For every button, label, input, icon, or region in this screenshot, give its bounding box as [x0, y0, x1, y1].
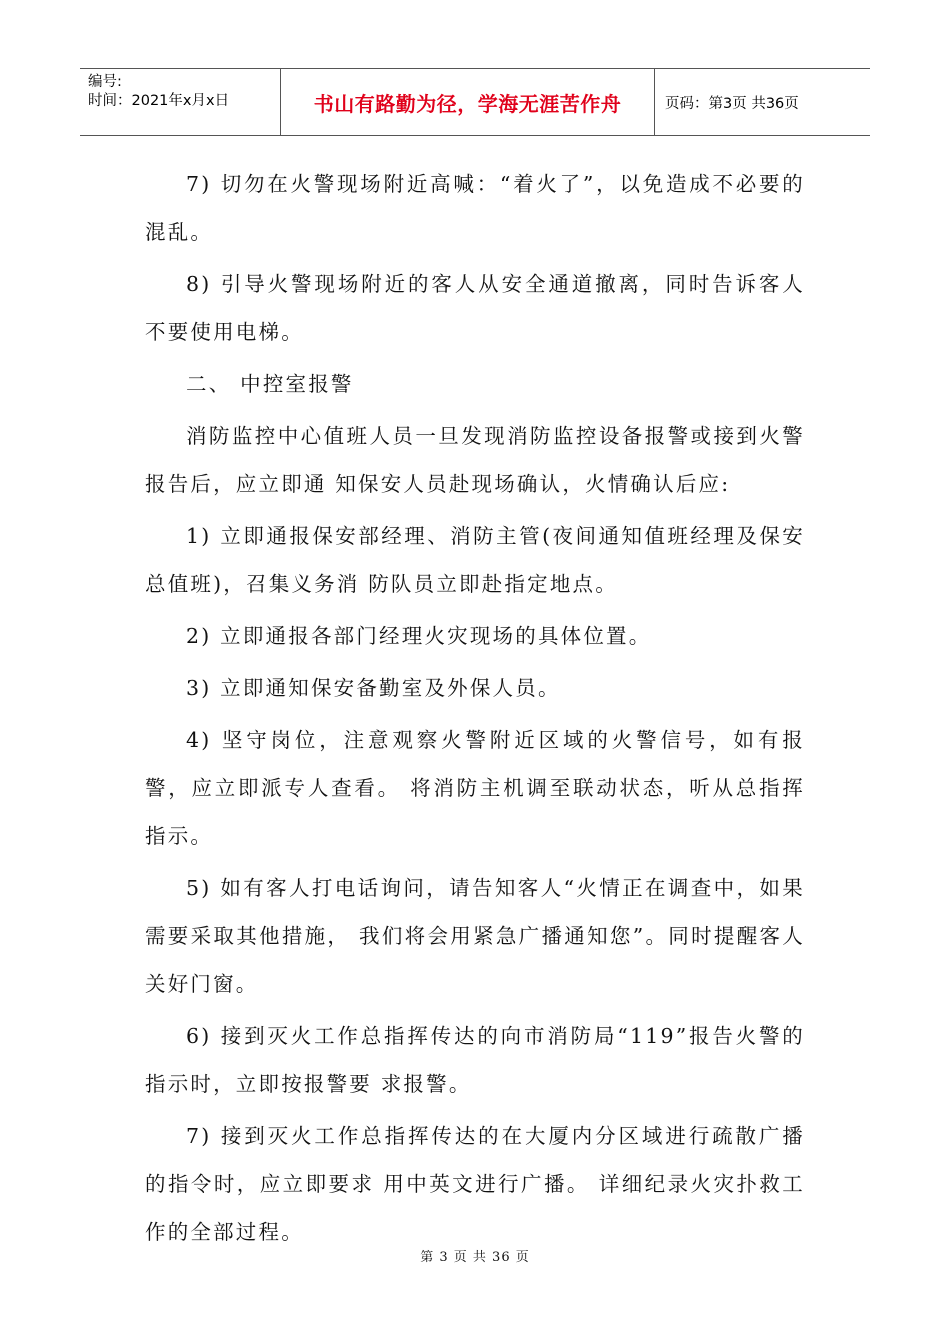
paragraph: 消防监控中心值班人员一旦发现消防监控设备报警或接到火警报告后，应立即通 知保安人员赴现场确认，火情确认后应:: [145, 424, 805, 496]
paragraph: 3) 立即通知保安备勤室及外保人员。: [186, 676, 561, 700]
paragraph: 6) 接到灭火工作总指挥传达的向市消防局“119”报告火警的指示时，立即按报警要 求报警。: [145, 1024, 805, 1096]
paragraph: 2) 立即通报各部门经理火灾现场的具体位置。: [186, 624, 652, 648]
paragraph: 1) 立即通报保安部经理、消防主管(夜间通知值班经理及保安总值班)，召集义务消 防队员立即赴指定地点。: [145, 524, 805, 596]
paragraph: 7) 接到灭火工作总指挥传达的在大厦内分区域进行疏散广播的指令时，应立即要求 用中英文进行广播。 详细纪录火灾扑救工作的全部过程。: [145, 1124, 805, 1244]
document-body: [145, 160, 805, 1260]
header-motto: 书山有路勤为径，学海无涯苦作舟: [281, 69, 655, 135]
paragraph: 8) 引导火警现场附近的客人从安全通道撤离，同时告诉客人不要使用电梯。: [145, 272, 805, 344]
document-date: 时间：2021年x月x日: [88, 93, 230, 109]
paragraph: 4) 坚守岗位，注意观察火警附近区域的火警信号，如有报警，应立即派专人查看。 将消防主机调至联动状态，听从总指挥指示。: [145, 728, 805, 848]
page-footer: 第 3 页 共 36 页: [420, 1250, 530, 1265]
paragraph: 5) 如有客人打电话询问，请告知客人“火情正在调查中，如果需要采取其他措施， 我们将会用紧急广播通知您”。同时提醒客人关好门窗。: [145, 876, 805, 996]
document-number-label: 编号:: [88, 74, 122, 90]
header-page-info: 页码：第3页 共36页: [665, 95, 799, 112]
page-header: [80, 68, 870, 136]
paragraph: 7) 切勿在火警现场附近高喊：“着火了”，以免造成不必要的混乱。: [145, 172, 805, 244]
header-meta: [80, 69, 281, 135]
section-heading: 二、 中控室报警: [186, 372, 354, 396]
